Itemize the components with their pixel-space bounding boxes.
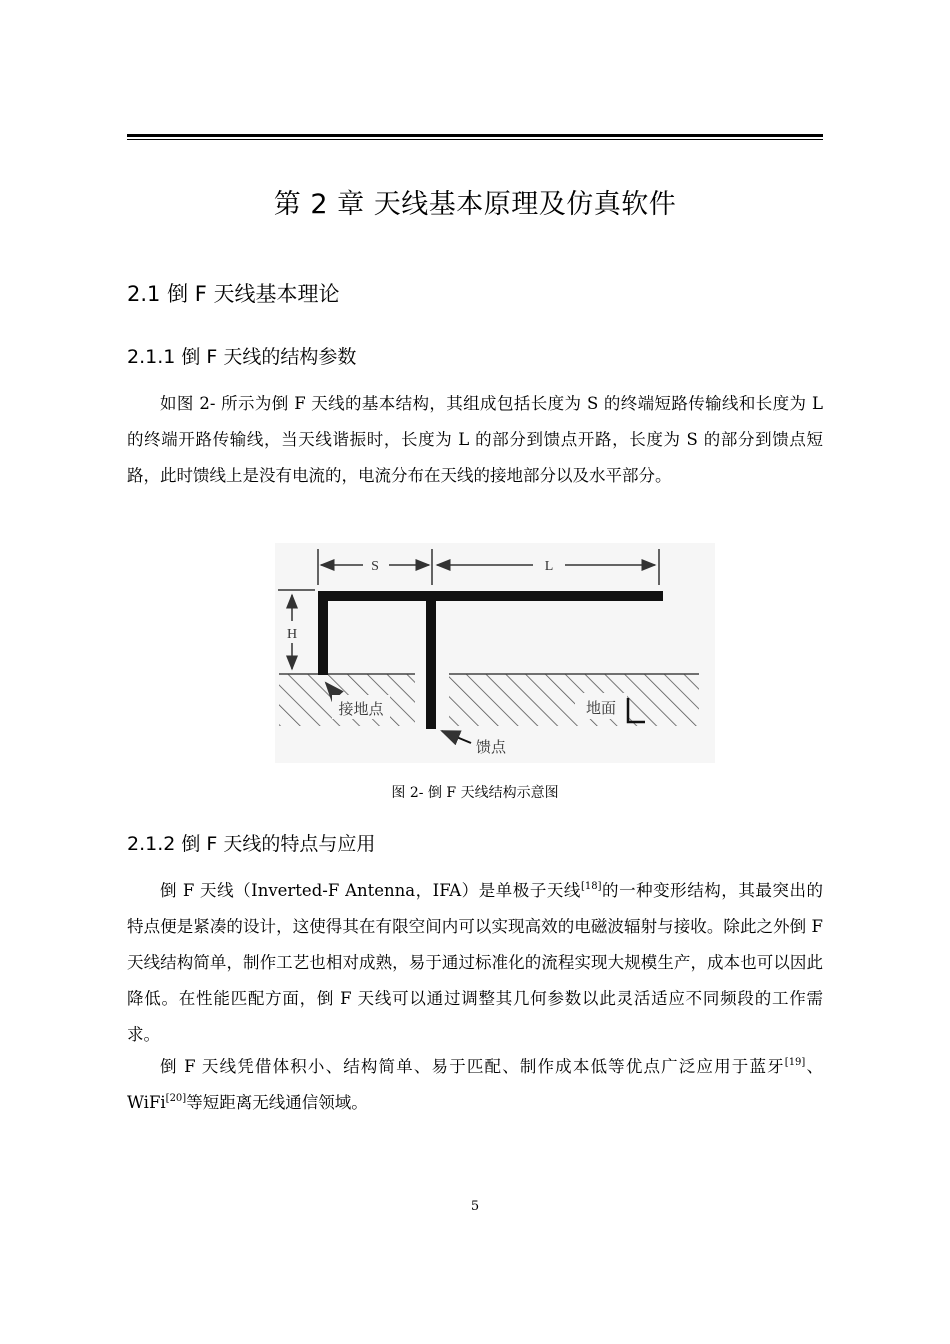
- label-l: L: [544, 559, 554, 574]
- label-feed-point: 馈点: [475, 738, 507, 756]
- paragraph-applications-part1: 倒 F 天线凭借体积小、结构简单、易于匹配、制作成本低等优点广泛应用于蓝牙: [160, 1057, 785, 1076]
- subsection-heading-features: 2.1.2 倒 F 天线的特点与应用: [127, 833, 376, 855]
- antenna-feed-arm: [426, 591, 436, 729]
- paragraph-features: [127, 873, 823, 1053]
- citation-19: [19]: [784, 1057, 806, 1068]
- paragraph-applications-part3: 等短距离无线通信领域。: [186, 1093, 368, 1112]
- figure-background: [275, 543, 715, 763]
- section-heading: 2.1 倒 F 天线基本理论: [127, 282, 340, 306]
- subsection-heading-structure: 2.1.1 倒 F 天线的结构参数: [127, 346, 357, 368]
- chapter-title: 第 2 章 天线基本原理及仿真软件: [273, 189, 677, 220]
- paragraph-structure: 如图 2- 所示为倒 F 天线的基本结构，其组成包括长度为 S 的终端短路传输线和长度为 L 的终端开路传输线，当天线谐振时，长度为 L 的部分到馈点开路，长度为 S 的部分到馈点短路，此时馈线上是没有电流的，电流分布在天线的接地部分以及水平部分。: [127, 394, 823, 485]
- paragraph-applications: [127, 1049, 823, 1121]
- paragraph-features-part1: 倒 F 天线（Inverted-F Antenna，IFA）是单极子天线: [160, 881, 581, 900]
- label-h: H: [286, 627, 298, 642]
- antenna-short-arm: [318, 591, 328, 675]
- ifa-diagram: [275, 543, 715, 763]
- header-rule-thin: [127, 139, 823, 140]
- citation-20: [20]: [165, 1093, 187, 1104]
- header-rule-thick: [127, 134, 823, 137]
- paragraph-features-part2: 的一种变形结构，其最突出的特点便是紧凑的设计，这使得其在有限空间内可以实现高效的电磁波辐射与接收。除此之外倒 F 天线结构简单，制作工艺也相对成熟，易于通过标准化的流程实现大规模生产，成本也可以因此降低。在性能匹配方面，倒 F 天线可以通过调整其几何参数以此灵活适应不同频段的工作需求。: [127, 881, 824, 1044]
- label-s: S: [371, 559, 379, 574]
- label-ground-point: 接地点: [338, 700, 384, 718]
- paragraph-applications-part2: 、WiFi: [127, 1057, 823, 1112]
- antenna-horizontal-arm: [318, 591, 663, 601]
- ground-plane-right: [449, 674, 699, 726]
- label-ground-plane: 地面: [585, 699, 617, 717]
- figure-caption: 图 2- 倒 F 天线结构示意图: [391, 785, 559, 801]
- ifa-structure-figure: [275, 543, 715, 763]
- citation-18: [18]: [580, 881, 602, 892]
- page-number: 5: [470, 1199, 480, 1214]
